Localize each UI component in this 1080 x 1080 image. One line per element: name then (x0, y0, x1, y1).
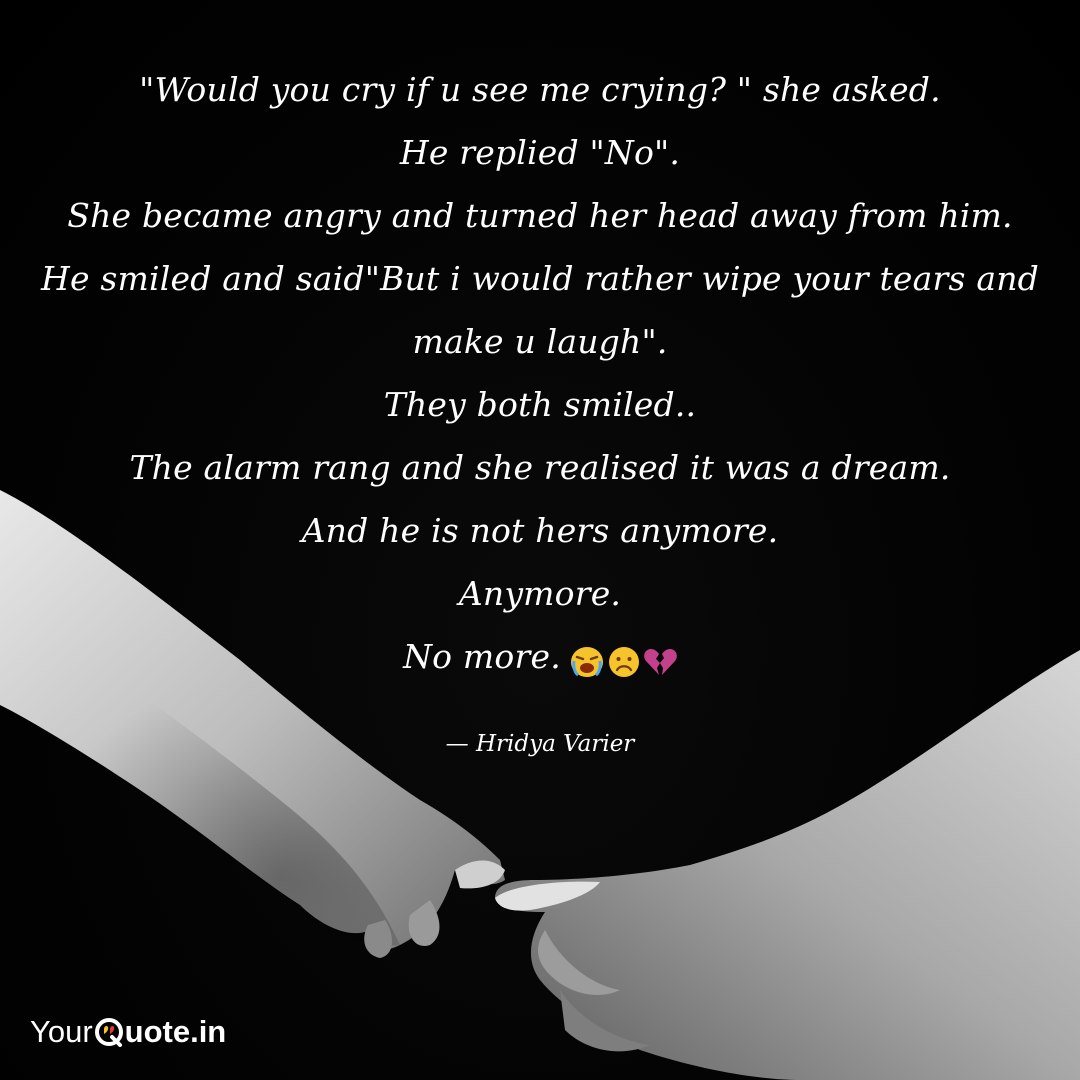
left-finger-3 (364, 920, 392, 958)
brand-prefix: Your (30, 1014, 93, 1049)
quote-bubble-icon (94, 1017, 124, 1047)
frowning-face-icon (607, 645, 641, 679)
emoji-row (567, 628, 677, 691)
loudly-crying-face-icon (569, 645, 605, 679)
broken-heart-icon (643, 646, 677, 678)
brand-suffix: uote.in (124, 1014, 227, 1049)
quote-line: He replied "No". (399, 133, 681, 172)
quote-line: And he is not hers anymore. (301, 511, 779, 550)
quote-line: Anymore. (458, 574, 622, 613)
quote-line: He smiled and said"But i would rather wipe your tears and (41, 259, 1039, 298)
quote-line: She became angry and turned her head away from him. (67, 196, 1013, 235)
yourquote-logo (30, 1012, 226, 1052)
author-credit: — Hridya Varier (445, 731, 635, 757)
quote-line: They both smiled.. (383, 385, 697, 424)
quote-line: "Would you cry if u see me crying? " she asked. (139, 70, 941, 109)
quote-line: No more. (403, 637, 561, 676)
quote-text (30, 58, 1050, 691)
quote-line: The alarm rang and she realised it was a dream. (129, 448, 951, 487)
quote-last-line (30, 625, 1050, 691)
quote-line: make u laugh". (412, 322, 668, 361)
